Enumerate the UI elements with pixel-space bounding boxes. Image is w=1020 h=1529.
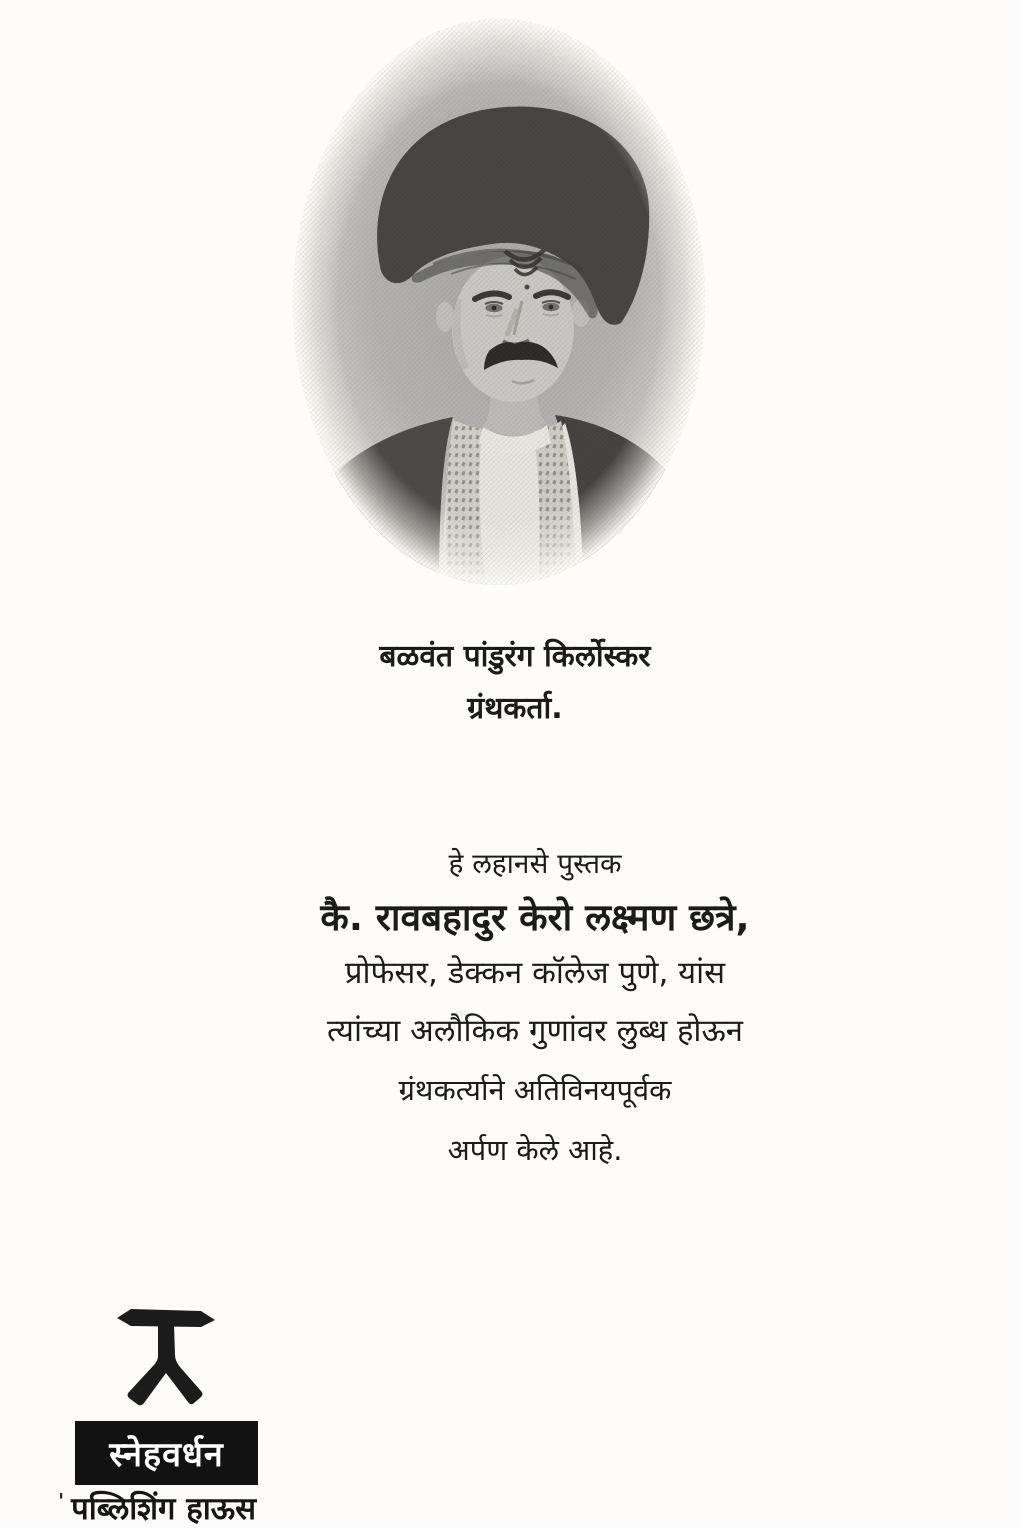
dedication-line-3: प्रोफेसर, डेक्कन कॉलेज पुणे, यांस — [344, 955, 726, 991]
dedication-line-dedicatee: कै. रावबहादुर केरो लक्ष्मण छत्रे, — [320, 896, 750, 939]
portrait-photo — [293, 19, 705, 585]
stray-mark: ' — [58, 1489, 65, 1513]
author-role: ग्रंथकर्ता. — [467, 691, 563, 726]
dedication-block — [25, 838, 1020, 1180]
dedication-line-1: हे लहानसे पुस्तक — [448, 847, 622, 880]
publisher-subtitle-line — [58, 1487, 318, 1529]
dedication-line-5: ग्रंथकर्त्याने अतिविनयपूर्वक — [398, 1073, 672, 1107]
publisher-name: स्नेहवर्धन — [109, 1435, 224, 1475]
publisher-name-box — [75, 1421, 258, 1485]
author-name: बळवंत पांडुरंग किर्लोस्कर — [379, 639, 651, 674]
publisher-subtitle: पब्लिशिंग हाऊस — [71, 1491, 257, 1527]
portrait-caption — [0, 630, 1020, 734]
portrait-photo-illustration — [293, 19, 705, 585]
publisher-logo-mark-icon — [117, 1306, 215, 1406]
dedication-line-4: त्यांच्या अलौकिक गुणांवर लुब्ध होऊन — [326, 1013, 744, 1049]
dedication-line-6: अर्पण केले आहे. — [447, 1133, 623, 1167]
